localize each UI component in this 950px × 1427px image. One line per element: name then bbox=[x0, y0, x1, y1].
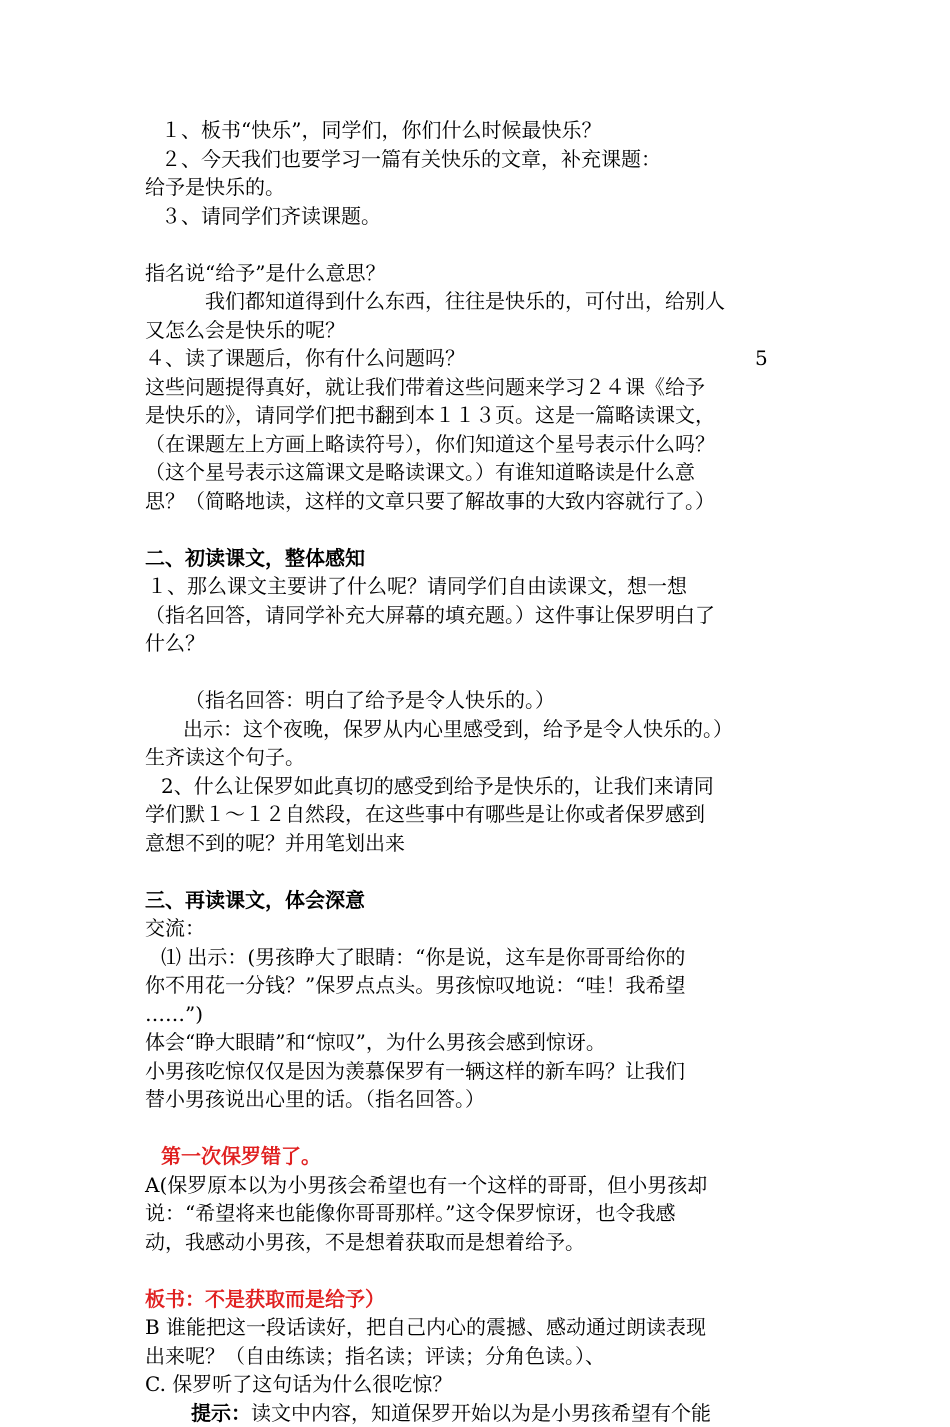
text-line: ３、请同学们齐读课题。 bbox=[145, 202, 835, 231]
text-line: 2、什么让保罗如此真切的感受到给予是快乐的，让我们来请同 bbox=[145, 772, 835, 801]
hint-text: 读文中内容，知道保罗开始以为是小男孩希望有个能 bbox=[251, 1401, 711, 1425]
text-line bbox=[145, 1399, 835, 1427]
text-line: 说：“希望将来也能像你哥哥那样。”这令保罗惊讶，也令我感 bbox=[145, 1199, 835, 1228]
text-line: ……”) bbox=[145, 1000, 835, 1029]
text-line: C. 保罗听了这句话为什么很吃惊？ bbox=[145, 1370, 835, 1399]
text-line: （在课题左上方画上略读符号），你们知道这个星号表示什么吗？ bbox=[145, 430, 835, 459]
blank-line bbox=[145, 658, 835, 687]
text-line: １、那么课文主要讲了什么呢？请同学们自由读课文，想一想 bbox=[145, 572, 835, 601]
blank-line bbox=[145, 857, 835, 886]
text-line: 交流： bbox=[145, 914, 835, 943]
number-label: 5 bbox=[755, 344, 768, 373]
text-line: 学们默１～１２自然段，在这些事中有哪些是让你或者保罗感到 bbox=[145, 800, 835, 829]
text-line: 给予是快乐的。 bbox=[145, 173, 835, 202]
text-line: 我们都知道得到什么东西，往往是快乐的，可付出，给别人 bbox=[145, 287, 835, 316]
hint-label: 提示： bbox=[191, 1401, 251, 1425]
text-line: 小男孩吃惊仅仅是因为羡慕保罗有一辆这样的新车吗？让我们 bbox=[145, 1057, 835, 1086]
blank-line bbox=[145, 1256, 835, 1285]
text-line: 是快乐的》，请同学们把书翻到本１１３页。这是一篇略读课文， bbox=[145, 401, 835, 430]
text-line: （指名回答：明白了给予是令人快乐的。） bbox=[145, 686, 835, 715]
text-line: 动，我感动小男孩，不是想着获取而是想着给予。 bbox=[145, 1228, 835, 1257]
text-line: 你不用花一分钱？”保罗点点头。男孩惊叹地说：“哇！我希望 bbox=[145, 971, 835, 1000]
blank-line bbox=[145, 515, 835, 544]
question-text: ４、读了课题后，你有什么问题吗？ bbox=[145, 346, 465, 370]
blank-line bbox=[145, 230, 835, 259]
section-heading: 二、初读课文，整体感知 bbox=[145, 544, 835, 573]
document-page bbox=[145, 116, 835, 1427]
text-line: 替小男孩说出心里的话。（指名回答。） bbox=[145, 1085, 835, 1114]
board-note: 板书：不是获取而是给予） bbox=[145, 1285, 835, 1314]
text-line: （这个星号表示这篇课文是略读课文。）有谁知道略读是什么意 bbox=[145, 458, 835, 487]
text-line: 体会“睁大眼睛”和“惊叹”，为什么男孩会感到惊讶。 bbox=[145, 1028, 835, 1057]
text-line: 出来呢？（自由练读；指名读；评读；分角色读。）、 bbox=[145, 1342, 835, 1371]
text-line: 生齐读这个句子。 bbox=[145, 743, 835, 772]
text-line: 指名说“给予”是什么意思？ bbox=[145, 259, 835, 288]
text-line: 思？（简略地读，这样的文章只要了解故事的大致内容就行了。） bbox=[145, 487, 835, 516]
text-line: 出示：这个夜晚，保罗从内心里感受到，给予是令人快乐的。） bbox=[145, 715, 835, 744]
text-line: 什么？ bbox=[145, 629, 835, 658]
text-line: １、板书“快乐”，同学们，你们什么时候最快乐？ bbox=[145, 116, 835, 145]
text-line: B 谁能把这一段话读好，把自己内心的震撼、感动通过朗读表现 bbox=[145, 1313, 835, 1342]
text-line: 这些问题提得真好，就让我们带着这些问题来学习２４课《给予 bbox=[145, 373, 835, 402]
blank-line bbox=[145, 1114, 835, 1143]
text-line: 又怎么会是快乐的呢？ bbox=[145, 316, 835, 345]
section-heading: 三、再读课文，体会深意 bbox=[145, 886, 835, 915]
text-line: ⑴ 出示：(男孩睁大了眼睛：“你是说，这车是你哥哥给你的 bbox=[145, 943, 835, 972]
text-line: A(保罗原本以为小男孩会希望也有一个这样的哥哥，但小男孩却 bbox=[145, 1171, 835, 1200]
text-line bbox=[145, 344, 835, 373]
text-line: （指名回答，请同学补充大屏幕的填充题。）这件事让保罗明白了 bbox=[145, 601, 835, 630]
text-line: ２、今天我们也要学习一篇有关快乐的文章，补充课题： bbox=[145, 145, 835, 174]
highlight-heading: 第一次保罗错了。 bbox=[145, 1142, 835, 1171]
text-line: 意想不到的呢？并用笔划出来 bbox=[145, 829, 835, 858]
